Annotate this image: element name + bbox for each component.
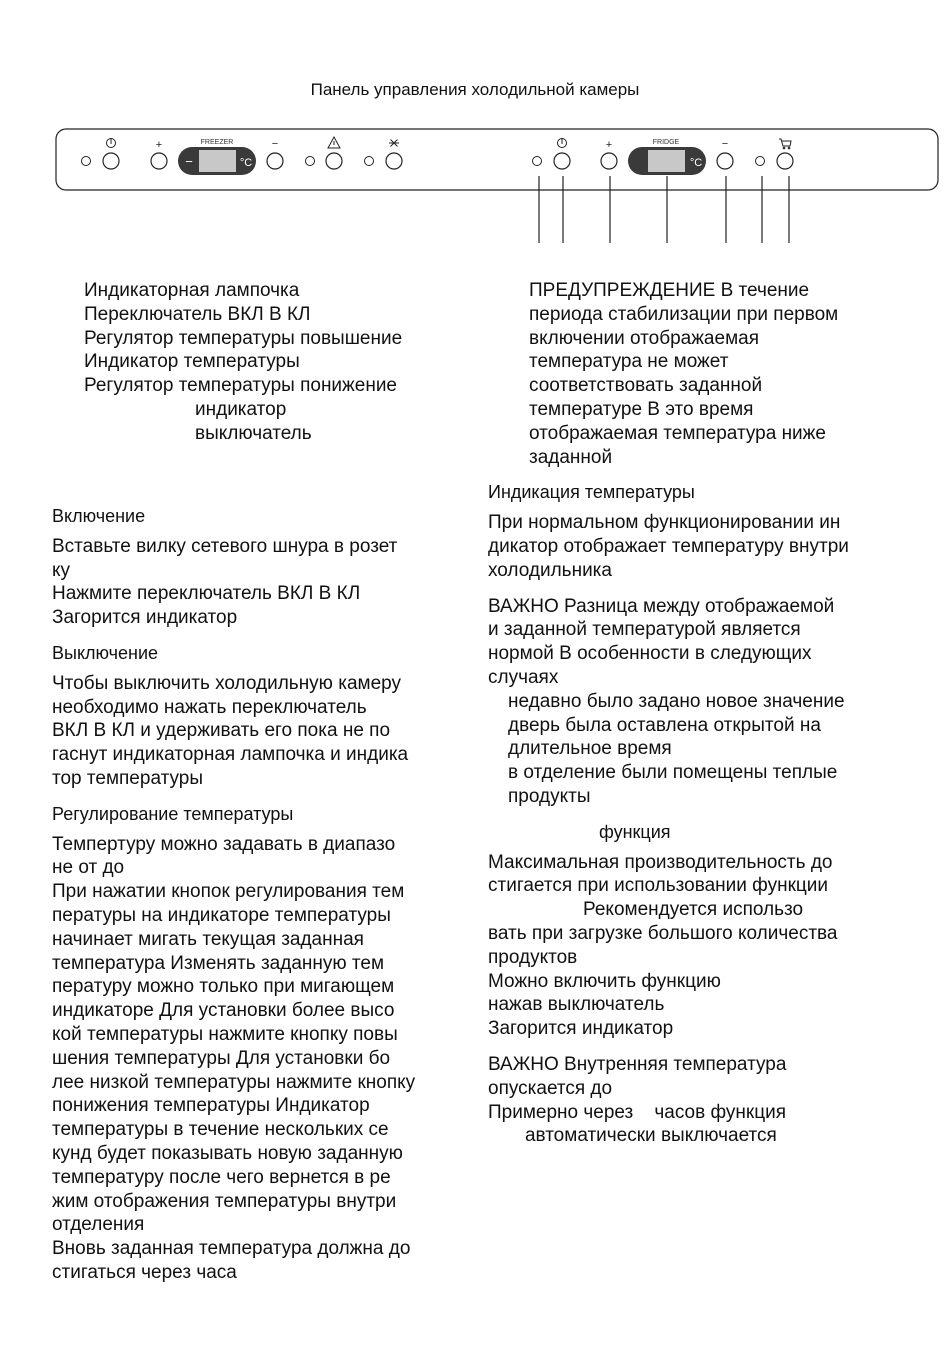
text-line: Загорится индикатор [52,607,238,629]
page-title: Панель управления холодильной камеры [310,80,640,99]
text-line: кунд будет показывать новую заданную [52,1142,403,1164]
freezer-display-screen [199,150,236,172]
fast-freeze-button [386,153,402,169]
text-line: Вновь заданная температура должна до [52,1238,411,1260]
text-line: продуктов [488,946,578,968]
text-line: пературы на индикаторе температуры [52,904,391,926]
power-icon [107,138,116,148]
important-first-line [488,1053,849,1077]
text-line: заданной [529,446,613,468]
list-item: продукты [508,785,591,807]
fridge-minus-button [717,153,733,169]
fast-freeze-indicator-lamp [365,157,374,166]
text-line: При нормальном функционировании ин [488,512,841,534]
control-panel-diagram [0,0,950,260]
section-heading-switch-off: Выключение [52,642,159,663]
leader-lines [539,176,789,243]
shopping-indicator-lamp [756,157,765,166]
text-line: тор температуры [52,767,204,789]
text-line: пературу можно только при мигающем [52,976,395,998]
text-line: ВКЛ В КЛ и удерживать его пока не по [52,720,391,742]
freezer-plus-label: + [155,139,163,151]
freezer-plus-button [151,153,167,169]
text-line: температуре В это время [529,398,754,420]
text-line: Чтобы выключить холодильную камеру [52,672,401,694]
snowflake-icon [389,140,399,147]
important-first-line [488,595,849,619]
text-line: стигается при использовании функции [488,875,829,897]
text-line: стигаться через часа [52,1261,237,1283]
list-item: дверь была оставлена открытой на [508,714,821,736]
text-line: Вставьте вилку сетевого шнура в розет [52,535,398,557]
text-line: температуру после чего вернется в ре [52,1166,391,1188]
fridge-power-button [554,153,570,169]
warning-text: В течение [715,280,810,301]
text-line: температуры в течение нескольких се [52,1119,389,1141]
fridge-label: FRIDGE [652,139,680,146]
freezer-label: FREEZER [200,139,234,146]
text-line: Рекомендуется использо [488,899,804,921]
freezer-celsius: °C [239,157,253,169]
shopping-cart-icon [779,139,791,149]
fridge-minus-label: − [721,138,729,150]
text-line: начинает мигать текущая заданная [52,928,364,950]
text-line: понижения температуры Индикатор [52,1095,370,1117]
freezer-power-button [103,153,119,169]
text-line: ку [52,559,71,581]
important-label: ВАЖНО [488,595,559,617]
text-line: кой температуры нажмите кнопку повы [52,1023,398,1045]
text-line: лее низкой температуры нажмите кнопку [52,1071,416,1093]
panel-legend [84,279,402,446]
power-icon [558,138,567,148]
text-line: автоматически выключается [488,1125,777,1147]
fridge-plus-button [601,153,617,169]
warning-icon [328,137,340,148]
legend-item: Индикатор температуры [84,351,300,373]
warning-first-line [488,279,849,303]
section-heading-temperature-regulation: Регулирование температуры [52,803,294,824]
freezer-minus-label: − [271,138,279,150]
text-line: Темпертуру можно задавать в диапазо [52,833,396,855]
section-heading-temperature-indication: Индикация температуры [488,482,695,503]
text-line: опускается до [488,1077,613,1099]
important-text: Внутренняя температура [558,1053,787,1075]
text-line: не от до [52,857,125,879]
fridge-celsius: °C [689,157,703,169]
legend-item: Регулятор температуры повышение [84,327,403,349]
text-line: гаснут индикаторная лампочка и индика [52,744,409,766]
fridge-display-screen [648,150,685,172]
text-line: вать при загрузке большого количества [488,922,838,944]
list-item: в отделение были помещены теплые [508,762,838,784]
list-item: длительное время [508,738,672,760]
important-text: Разница между отображаемой [558,595,835,617]
text-line: Максимальная производительность до [488,851,833,873]
text-line: Примерно через часов функция [488,1101,787,1123]
list-item: недавно было задано новое значение [508,690,845,712]
right-column [488,279,849,1148]
shopping-button [777,153,793,169]
text-line: Можно включить функцию [488,970,721,992]
text-line: отделения [52,1214,145,1236]
legend-item: индикатор [195,398,287,420]
freezer-indicator-lamp [82,157,91,166]
text-line: случаях [488,666,559,688]
freezer-minus-button [267,153,283,169]
text-line: Нажмите переключатель ВКЛ В КЛ [52,583,361,605]
legend-item: Переключатель ВКЛ В КЛ [84,303,311,325]
legend-item: выключатель [195,422,312,444]
legend-item: Регулятор температуры понижение [84,375,397,397]
text-line: Загорится индикатор [488,1018,674,1040]
alarm-button [326,153,342,169]
text-line: температура Изменять заданную тем [52,952,385,974]
text-line: индикаторе Для установки более высо [52,1000,395,1022]
text-line: отображаемая температура ниже [529,422,826,444]
fridge-plus-label: + [605,139,613,151]
fridge-indicator-lamp [533,157,542,166]
freezer-display-minus: − [185,154,193,169]
text-line: соответствовать заданной [529,375,763,397]
section-heading-switch-on: Включение [52,506,146,526]
text-line: периода стабилизации при первом [529,303,839,325]
text-line: температура не может [529,351,729,373]
text-line: включении отображаемая [529,327,759,349]
text-line: и заданной температурой является [488,619,801,641]
text-line: нажав выключатель [488,994,665,1016]
text-line: холодильника [488,559,612,581]
left-column [52,505,415,1285]
text-line: При нажатии кнопок регулирования тем [52,881,405,903]
text-line: дикатор отображает температуру внутри [488,535,849,557]
legend-item: Индикаторная лампочка [84,280,300,301]
section-heading-function: функция [599,821,671,842]
text-line: шения температуры Для установки бо [52,1047,391,1069]
alarm-indicator-lamp [306,157,315,166]
text-line: необходимо нажать переключатель [52,696,367,718]
warning-label: ПРЕДУПРЕЖДЕНИЕ [529,280,716,301]
important-label: ВАЖНО [488,1053,559,1075]
text-line: жим отображения температуры внутри [52,1190,397,1212]
text-line: нормой В особенности в следующих [488,643,812,665]
